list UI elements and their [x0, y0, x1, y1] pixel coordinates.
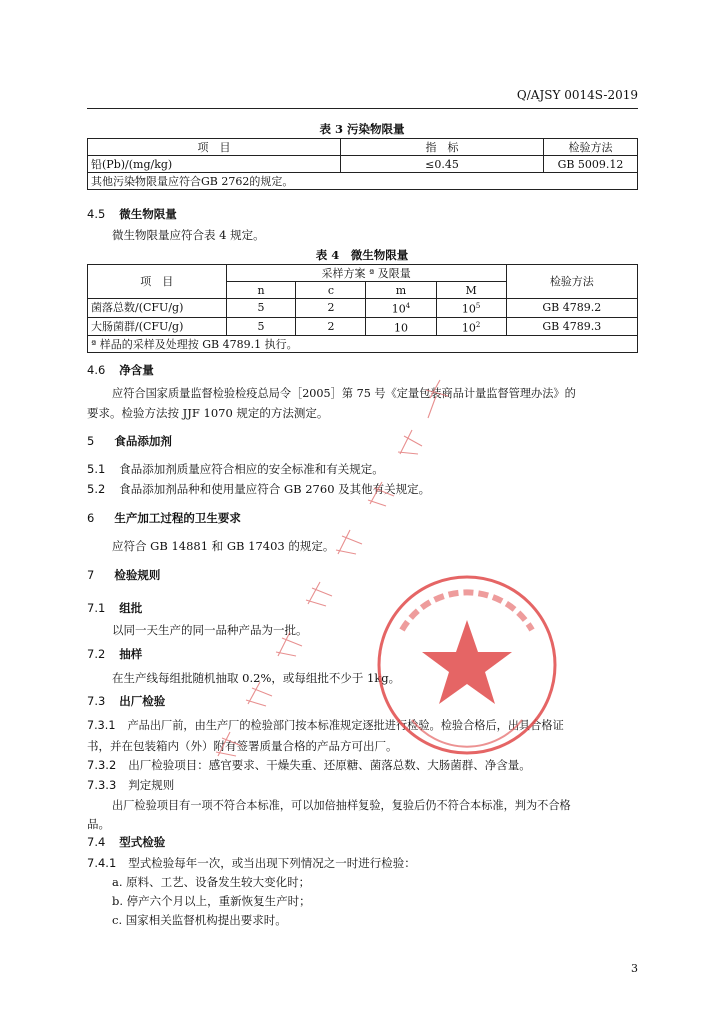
row-method: GB 5009.12 [544, 156, 638, 173]
header-method: 检验方法 [506, 265, 637, 299]
sub-m: m [366, 282, 436, 299]
header-item: 项 目 [88, 139, 341, 156]
clause-number: 7.4.1 [87, 856, 117, 870]
row-method: GB 4789.2 [506, 299, 637, 318]
table-row [88, 299, 638, 318]
table3 [87, 138, 638, 190]
section-number: 7.3 [87, 694, 106, 708]
paragraph: 以同一天生产的同一品种产品为一批。 [112, 623, 308, 637]
table3-title: 表 3 污染物限量 [319, 122, 405, 136]
clause-text: 出厂检验项目：感官要求、干燥失重、还原糖、菌落总数、大肠菌群、净含量。 [128, 758, 531, 772]
clause-text: 产品出厂前，由生产厂的检验部门按本标准规定逐批进行检验。检验合格后，出具合格证 [127, 719, 564, 732]
row-M: $10^2$ [436, 317, 506, 336]
clause [87, 777, 174, 793]
header-rule [87, 108, 638, 109]
row-limit: ≤0.45 [341, 156, 544, 173]
section-heading [87, 693, 165, 709]
section-number: 7 [87, 568, 95, 582]
section-heading [87, 510, 241, 526]
paragraph: 在生产线每组批随机抽取 0.2%，或每组批不少于 1kg。 [112, 671, 401, 685]
paragraph-line: 要求。检验方法按 JJF 1070 规定的方法测定。 [87, 406, 329, 420]
header-item: 项 目 [88, 265, 227, 299]
section-title: 微生物限量 [119, 207, 177, 221]
paragraph: 微生物限量应符合表 4 规定。 [112, 228, 265, 242]
paragraph: 应符合 GB 14881 和 GB 17403 的规定。 [112, 539, 335, 553]
section-heading [87, 206, 177, 222]
clause [87, 855, 416, 871]
star-icon [422, 620, 512, 704]
row-method: GB 4789.3 [506, 317, 637, 336]
clause-number: 5.1 [87, 462, 106, 476]
clause [87, 717, 564, 733]
section-heading [87, 646, 142, 662]
document-code: Q/AJSY 0014S-2019 [516, 88, 638, 102]
row-item: 大肠菌群/(CFU/g) [88, 317, 227, 336]
table-header-row [88, 139, 638, 156]
clause-text: 食品添加剂质量应符合相应的安全标准和有关规定。 [119, 462, 384, 476]
section-title: 抽样 [119, 647, 143, 661]
list-item: b. 停产六个月以上，重新恢复生产时； [112, 894, 311, 908]
section-title: 型式检验 [119, 835, 166, 849]
section-number: 5 [87, 434, 95, 448]
section-number: 7.4 [87, 835, 106, 849]
row-n: 5 [226, 299, 296, 318]
section-number: 6 [87, 511, 95, 525]
table-header-row [88, 265, 638, 282]
header-method: 检验方法 [544, 139, 638, 156]
section-title: 食品添加剂 [114, 434, 172, 448]
section-number: 7.1 [87, 601, 106, 615]
clause-text: 型式检验每年一次，或当出现下列情况之一时进行检验： [128, 856, 416, 870]
clause [87, 757, 531, 773]
section-title: 生产加工过程的卫生要求 [114, 511, 241, 525]
sub-M: M [436, 282, 506, 299]
section-heading [87, 362, 154, 378]
section-number: 4.6 [87, 363, 106, 377]
section-title: 检验规则 [114, 568, 161, 582]
clause [87, 481, 430, 497]
paragraph-line: 出厂检验项目有一项不符合本标准，可以加倍抽样复验，复验后仍不符合本标准，判为不合格 [112, 799, 571, 812]
clause-title: 判定规则 [128, 778, 175, 792]
clause-number: 7.3.2 [87, 758, 117, 772]
table-note-row [88, 336, 638, 353]
table-note: 其他污染物限量应符合GB 2762的规定。 [88, 173, 638, 190]
section-title: 组批 [119, 601, 143, 615]
section-number: 7.2 [87, 647, 106, 661]
clause-number: 5.2 [87, 482, 106, 496]
section-title: 净含量 [119, 363, 154, 377]
paragraph-line: 应符合国家质量监督检验检疫总局令［2005］第 75 号《定量包装商品计量监督管理办法》的 [112, 387, 576, 400]
sub-n: n [226, 282, 296, 299]
row-c: 2 [296, 317, 366, 336]
row-c: 2 [296, 299, 366, 318]
list-item: a. 原料、工艺、设备发生较大变化时； [112, 875, 311, 889]
page-number: 3 [631, 962, 638, 975]
table-row [88, 317, 638, 336]
header-plan: 采样方案 ª 及限量 [226, 265, 506, 282]
table-row [88, 156, 638, 173]
clause-number: 7.3.3 [87, 778, 117, 792]
section-heading [87, 567, 160, 583]
row-m: 10 [366, 317, 436, 336]
table4-title: 表 4 微生物限量 [315, 248, 409, 262]
list-item: c. 国家相关监督机构提出要求时。 [112, 913, 287, 927]
paragraph-line: 品。 [87, 817, 110, 831]
header-limit: 指 标 [341, 139, 544, 156]
row-n: 5 [226, 317, 296, 336]
row-item: 铅(Pb)/(mg/kg) [88, 156, 341, 173]
row-m: $10^4$ [366, 299, 436, 318]
section-number: 4.5 [87, 207, 106, 221]
table4 [87, 264, 638, 353]
row-M: $10^5$ [436, 299, 506, 318]
clause-text: 食品添加剂品种和使用量应符合 GB 2760 及其他有关规定。 [119, 482, 431, 496]
table-note: ª 样品的采样及处理按 GB 4789.1 执行。 [88, 336, 638, 353]
clause [87, 461, 384, 477]
clause-number: 7.3.1 [87, 719, 116, 732]
paragraph-line: 书，并在包装箱内（外）附有签署质量合格的产品方可出厂。 [87, 739, 398, 753]
section-heading [87, 834, 165, 850]
section-heading [87, 433, 172, 449]
section-title: 出厂检验 [119, 694, 166, 708]
section-heading [87, 600, 142, 616]
row-item: 菌落总数/(CFU/g) [88, 299, 227, 318]
table-note-row [88, 173, 638, 190]
sub-c: c [296, 282, 366, 299]
